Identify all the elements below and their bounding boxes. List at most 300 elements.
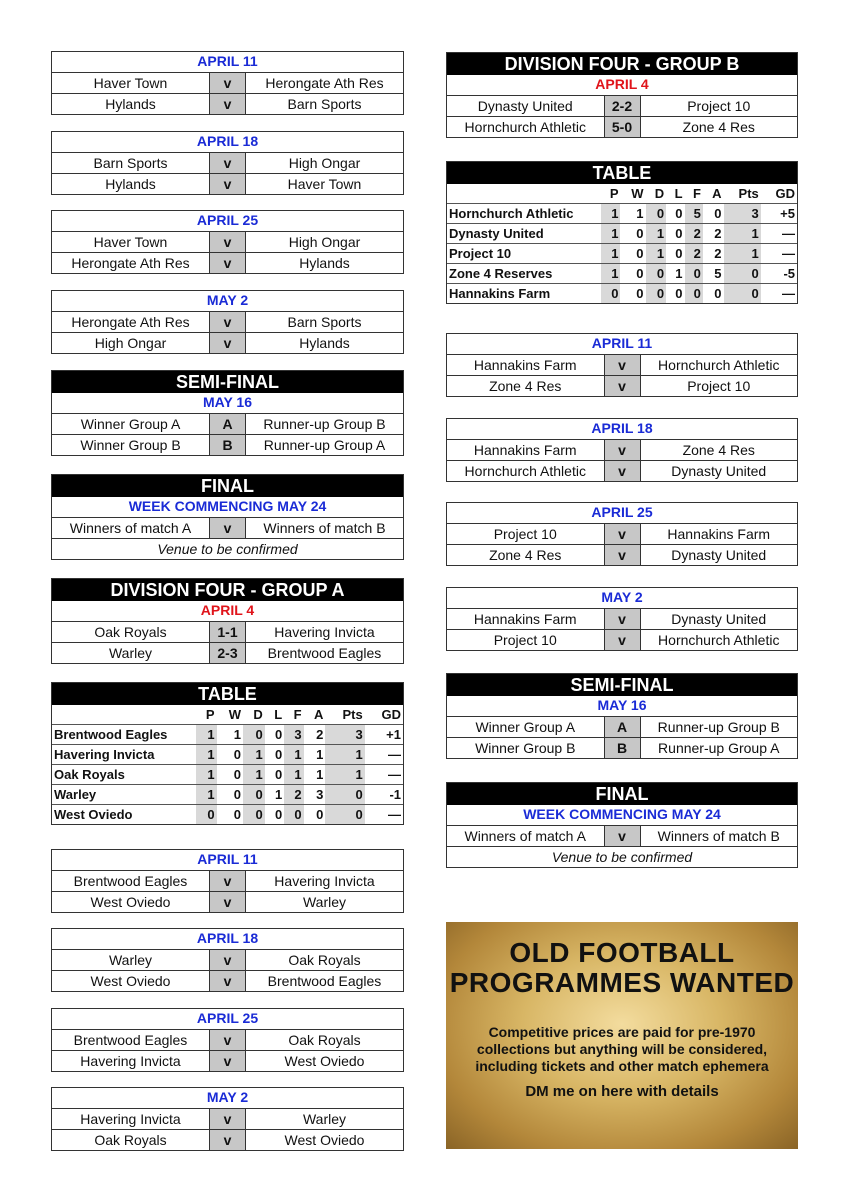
home-team: West Oviedo: [90, 973, 171, 989]
stat-cell: 1: [620, 204, 645, 224]
stat-cell: 0: [601, 284, 620, 304]
away-team: Runner-up Group A: [658, 740, 780, 756]
team-name: Brentwood Eagles: [52, 725, 196, 745]
fixture-date: APRIL 18: [52, 929, 403, 950]
fixture-date: MAY 16: [447, 696, 797, 717]
fixture-date: APRIL 18: [52, 132, 403, 153]
result-row: [52, 643, 403, 663]
result-row: [447, 96, 797, 117]
header-w: W: [217, 705, 243, 725]
table-row: [447, 284, 797, 304]
versus: v: [604, 355, 641, 375]
home-team: Oak Royals: [94, 1132, 167, 1148]
team-name: Zone 4 Reserves: [447, 264, 601, 284]
away-team: Haver Town: [287, 176, 362, 192]
versus: v: [209, 518, 246, 538]
home-team: West Oviedo: [90, 894, 171, 910]
stat-cell: +1: [365, 725, 403, 745]
semi-final-block-left: [51, 370, 404, 456]
stat-cell: 0: [620, 224, 645, 244]
programmes-wanted-advert: [446, 922, 798, 1149]
away-team: Dynasty United: [671, 463, 767, 479]
fixture-block-may-2-b: [446, 587, 798, 651]
fixture-block-april-18-top: [51, 131, 404, 195]
group-b-results: [446, 52, 798, 138]
away-team: Winners of match B: [263, 520, 386, 536]
home-team: High Ongar: [94, 335, 167, 351]
home-team: Dynasty United: [477, 98, 573, 114]
header-p: P: [196, 705, 217, 725]
stat-cell: 5: [685, 204, 703, 224]
stat-cell: 0: [325, 805, 364, 825]
fixture-date: APRIL 11: [447, 334, 797, 355]
stat-cell: 0: [243, 805, 265, 825]
table-row: [447, 244, 797, 264]
semi-final-block-right: [446, 673, 798, 759]
away-team: Oak Royals: [288, 952, 361, 968]
fixture-row: [447, 376, 797, 396]
away-team: Dynasty United: [671, 611, 767, 627]
header-w: W: [620, 184, 645, 204]
home-team: Havering Invicta: [80, 1053, 181, 1069]
fixture-block-may-2: [51, 1087, 404, 1151]
away-team: Barn Sports: [287, 314, 362, 330]
versus: v: [604, 524, 641, 544]
versus: v: [209, 1051, 246, 1071]
home-team: Winner Group A: [80, 416, 181, 432]
stat-cell: 1: [601, 224, 620, 244]
stat-cell: 0: [703, 204, 724, 224]
fixture-row: [52, 153, 403, 174]
fixture-date: APRIL 25: [52, 1009, 403, 1030]
advert-body: Competitive prices are paid for pre-1970 collections but anything will be considered, including tickets and other match ephemera: [475, 1024, 769, 1074]
fixture-block-april-25-top: [51, 210, 404, 274]
score: 2-3: [209, 643, 246, 663]
result-row: [52, 622, 403, 643]
stat-cell: 0: [685, 284, 703, 304]
group-a-table: [51, 682, 404, 825]
versus: v: [209, 312, 246, 332]
fixture-row: [52, 971, 403, 991]
away-team: Hylands: [299, 255, 350, 271]
fixture-date: APRIL 25: [447, 503, 797, 524]
fixture-date: WEEK COMMENCING MAY 24: [52, 497, 403, 518]
home-team: Winner Group B: [80, 437, 181, 453]
venue-note: Venue to be confirmed: [551, 849, 693, 865]
stat-cell: 2: [685, 244, 703, 264]
home-team: Project 10: [493, 632, 557, 648]
home-team: Barn Sports: [93, 155, 168, 171]
fixture-date: WEEK COMMENCING MAY 24: [447, 805, 797, 826]
stat-cell: 1: [325, 765, 364, 785]
fixture-row: [52, 232, 403, 253]
versus: v: [209, 1030, 246, 1050]
team-name: Hannakins Farm: [449, 286, 551, 301]
header-d: D: [646, 184, 667, 204]
stat-cell: 0: [233, 807, 242, 822]
stat-cell: 0: [646, 204, 667, 224]
home-team: Hornchurch Athletic: [464, 119, 586, 135]
stat-cell: 0: [666, 204, 684, 224]
section-title: SEMI-FINAL: [447, 674, 797, 696]
stat-cell: 0: [284, 805, 303, 825]
away-team: Brentwood Eagles: [267, 645, 382, 661]
fixture-row: [52, 414, 403, 435]
stat-cell: 1: [284, 765, 303, 785]
stat-cell: 0: [265, 745, 284, 765]
venue-note: Venue to be confirmed: [157, 541, 298, 557]
home-team: Zone 4 Res: [489, 547, 562, 563]
stat-cell: 0: [714, 286, 722, 301]
match-letter: A: [209, 414, 246, 434]
fixture-block-april-18: [51, 928, 404, 992]
section-title: FINAL: [52, 475, 403, 497]
stat-cell: -1: [365, 785, 403, 805]
stat-cell: 0: [675, 286, 683, 301]
fixture-row: [52, 1051, 403, 1071]
away-team: Warley: [302, 894, 347, 910]
fixture-date: APRIL 18: [447, 419, 797, 440]
home-team: Hannakins Farm: [473, 442, 577, 458]
stat-cell: 3: [325, 725, 364, 745]
fixture-block-may-2-top: [51, 290, 404, 354]
versus: v: [209, 892, 246, 912]
home-team: Hylands: [105, 176, 156, 192]
stat-cell: 0: [196, 805, 217, 825]
group-b-table: [446, 161, 798, 304]
versus: v: [604, 376, 641, 396]
away-team: Hylands: [299, 335, 350, 351]
fixture-row: [447, 440, 797, 461]
stat-cell: 3: [724, 204, 761, 224]
stat-cell: —: [761, 224, 797, 244]
league-table: [447, 184, 797, 303]
stat-cell: 5: [703, 264, 724, 284]
stat-cell: 1: [724, 224, 761, 244]
home-team: Warley: [108, 952, 153, 968]
section-title: TABLE: [447, 162, 797, 184]
versus: v: [604, 545, 641, 565]
stat-cell: -5: [761, 264, 797, 284]
fixture-row: [52, 312, 403, 333]
team-name: Oak Royals: [52, 765, 196, 785]
score: 5-0: [604, 117, 641, 137]
stat-cell: 2: [304, 725, 326, 745]
home-team: Brentwood Eagles: [73, 873, 188, 889]
stat-cell: 0: [274, 807, 283, 822]
stat-cell: —: [365, 765, 403, 785]
fixture-row: [447, 524, 797, 545]
stat-cell: 0: [217, 785, 243, 805]
section-title: TABLE: [52, 683, 403, 705]
away-team: Oak Royals: [288, 1032, 361, 1048]
fixture-row: [447, 609, 797, 630]
final-block-left: [51, 474, 404, 560]
away-team: Hornchurch Athletic: [658, 632, 780, 648]
stat-cell: 0: [666, 224, 684, 244]
table-row: [52, 765, 403, 785]
stat-cell: 1: [196, 785, 217, 805]
stat-cell: 1: [601, 204, 620, 224]
stat-cell: 0: [243, 785, 265, 805]
home-team: Brentwood Eagles: [73, 1032, 188, 1048]
fixture-row: [52, 892, 403, 912]
fixture-row: [447, 826, 797, 847]
stat-cell: 0: [243, 725, 265, 745]
team-name: Dynasty United: [447, 224, 601, 244]
fixture-row: [52, 174, 403, 194]
table-row: [52, 745, 403, 765]
result-row: [447, 117, 797, 137]
table-header-row: [52, 705, 403, 725]
fixture-date: APRIL 4: [52, 601, 403, 622]
group-a-results: [51, 578, 404, 664]
stat-cell: 0: [646, 264, 667, 284]
away-team: Runner-up Group B: [263, 416, 386, 432]
stat-cell: 0: [636, 286, 644, 301]
stat-cell: —: [388, 807, 401, 822]
table-row: [447, 224, 797, 244]
versus: v: [209, 73, 246, 93]
away-team: Runner-up Group B: [657, 719, 780, 735]
stat-cell: 0: [685, 264, 703, 284]
section-title: DIVISION FOUR - GROUP B: [447, 53, 797, 75]
home-team: Herongate Ath Res: [71, 314, 190, 330]
versus: v: [209, 174, 246, 194]
away-team: Herongate Ath Res: [265, 75, 384, 91]
home-team: Hannakins Farm: [473, 357, 577, 373]
header-f: F: [284, 705, 303, 725]
final-block-right: [446, 782, 798, 868]
away-team: High Ongar: [288, 155, 361, 171]
fixture-block-april-25-b: [446, 502, 798, 566]
away-team: Brentwood Eagles: [267, 973, 382, 989]
fixture-row: [52, 73, 403, 94]
league-table: [52, 705, 403, 824]
stat-cell: 1: [325, 745, 364, 765]
stat-cell: 1: [666, 264, 684, 284]
header-l: L: [265, 705, 284, 725]
away-team: Barn Sports: [287, 96, 362, 112]
home-team: Winner Group B: [475, 740, 576, 756]
header-d: D: [243, 705, 265, 725]
table-row: [52, 805, 403, 825]
home-team: Havering Invicta: [80, 1111, 181, 1127]
stat-cell: —: [365, 745, 403, 765]
section-title: SEMI-FINAL: [52, 371, 403, 393]
stat-cell: 1: [304, 765, 326, 785]
versus: v: [209, 950, 246, 970]
away-team: West Oviedo: [284, 1132, 365, 1148]
fixture-row: [447, 545, 797, 565]
fixture-date: APRIL 4: [447, 75, 797, 96]
match-letter: A: [604, 717, 641, 737]
table-row: [447, 204, 797, 224]
fixture-block-april-11-top: [51, 51, 404, 115]
team-name: Havering Invicta: [52, 745, 196, 765]
versus: v: [209, 871, 246, 891]
home-team: Herongate Ath Res: [71, 255, 190, 271]
fixture-date: APRIL 11: [52, 52, 403, 73]
home-team: Winner Group A: [475, 719, 576, 735]
versus: v: [604, 461, 641, 481]
fixture-row: [52, 1030, 403, 1051]
stat-cell: 2: [703, 224, 724, 244]
stat-cell: 1: [724, 244, 761, 264]
home-team: Project 10: [493, 526, 557, 542]
versus: v: [604, 609, 641, 629]
home-team: Winners of match A: [464, 828, 586, 844]
stat-cell: 1: [243, 745, 265, 765]
stat-cell: 1: [217, 725, 243, 745]
header-f: F: [685, 184, 703, 204]
header-team: [52, 705, 196, 725]
fixture-row: [52, 1130, 403, 1150]
away-team: Winners of match B: [657, 828, 780, 844]
advert-headline: OLD FOOTBALL PROGRAMMES WANTED: [449, 937, 795, 998]
away-team: Dynasty United: [671, 547, 767, 563]
away-team: West Oviedo: [284, 1053, 365, 1069]
table-row: [52, 785, 403, 805]
versus: v: [604, 440, 641, 460]
stat-cell: —: [782, 286, 795, 301]
header-gd: GD: [365, 705, 403, 725]
fixture-row: [52, 950, 403, 971]
stat-cell: 1: [646, 224, 667, 244]
versus: v: [209, 1130, 246, 1150]
fixture-date: APRIL 25: [52, 211, 403, 232]
stat-cell: 2: [284, 785, 303, 805]
home-team: Warley: [108, 645, 153, 661]
away-team: Warley: [302, 1111, 347, 1127]
header-gd: GD: [761, 184, 797, 204]
fixture-row: [52, 94, 403, 114]
stat-cell: 0: [265, 725, 284, 745]
stat-cell: 0: [217, 765, 243, 785]
header-l: L: [666, 184, 684, 204]
team-name: Project 10: [447, 244, 601, 264]
stat-cell: 0: [217, 745, 243, 765]
section-title: DIVISION FOUR - GROUP A: [52, 579, 403, 601]
home-team: Hylands: [105, 96, 156, 112]
stat-cell: 0: [316, 807, 324, 822]
team-name: Warley: [52, 785, 196, 805]
fixture-block-april-18-b: [446, 418, 798, 482]
table-header-row: [447, 184, 797, 204]
fixture-row: [52, 333, 403, 353]
away-team: High Ongar: [288, 234, 361, 250]
versus: v: [209, 253, 246, 273]
home-team: Winners of match A: [69, 520, 192, 536]
stat-cell: 1: [243, 765, 265, 785]
table-row: [447, 264, 797, 284]
versus: v: [604, 826, 641, 846]
fixture-block-april-25: [51, 1008, 404, 1072]
versus: v: [209, 153, 246, 173]
stat-cell: 0: [724, 284, 761, 304]
stat-cell: 0: [325, 785, 364, 805]
stat-cell: 1: [646, 244, 667, 264]
team-name: West Oviedo: [54, 807, 133, 822]
stat-cell: 0: [666, 244, 684, 264]
fixture-row: [447, 355, 797, 376]
fixture-row: [447, 738, 797, 758]
header-team: [447, 184, 601, 204]
fixture-row: [52, 253, 403, 273]
stat-cell: 1: [196, 745, 217, 765]
versus: v: [604, 630, 641, 650]
stat-cell: —: [761, 244, 797, 264]
away-team: Zone 4 Res: [682, 119, 755, 135]
stat-cell: 2: [703, 244, 724, 264]
fixture-date: MAY 2: [52, 1088, 403, 1109]
stat-cell: 0: [620, 264, 645, 284]
stat-cell: 1: [196, 725, 217, 745]
section-title: FINAL: [447, 783, 797, 805]
stat-cell: 2: [685, 224, 703, 244]
score: 2-2: [604, 96, 641, 116]
team-name: Hornchurch Athletic: [447, 204, 601, 224]
home-team: Haver Town: [93, 234, 168, 250]
home-team: Zone 4 Res: [489, 378, 562, 394]
table-row: [52, 725, 403, 745]
versus: v: [209, 971, 246, 991]
stat-cell: 1: [601, 264, 620, 284]
stat-cell: 1: [601, 244, 620, 264]
home-team: Oak Royals: [94, 624, 167, 640]
fixture-block-april-11: [51, 849, 404, 913]
match-letter: B: [209, 435, 246, 455]
versus: v: [209, 1109, 246, 1129]
stat-cell: 1: [265, 785, 284, 805]
fixture-date: APRIL 11: [52, 850, 403, 871]
home-team: Hornchurch Athletic: [464, 463, 586, 479]
home-team: Haver Town: [93, 75, 168, 91]
stat-cell: +5: [761, 204, 797, 224]
header-p: P: [601, 184, 620, 204]
header-a: A: [703, 184, 724, 204]
fixture-date: MAY 2: [52, 291, 403, 312]
fixture-date: MAY 2: [447, 588, 797, 609]
fixture-row: [447, 717, 797, 738]
away-team: Zone 4 Res: [682, 442, 755, 458]
fixture-row: [447, 461, 797, 481]
stat-cell: 0: [724, 264, 761, 284]
stat-cell: 1: [304, 745, 326, 765]
away-team: Runner-up Group A: [263, 437, 386, 453]
score: 1-1: [209, 622, 246, 642]
header-pts: Pts: [724, 184, 761, 204]
fixture-row: [52, 435, 403, 455]
stat-cell: 1: [196, 765, 217, 785]
stat-cell: 3: [304, 785, 326, 805]
stat-cell: 0: [620, 244, 645, 264]
away-team: Project 10: [687, 378, 751, 394]
away-team: Havering Invicta: [274, 873, 375, 889]
fixture-date: MAY 16: [52, 393, 403, 414]
versus: v: [209, 232, 246, 252]
away-team: Project 10: [687, 98, 751, 114]
versus: v: [209, 333, 246, 353]
away-team: Hannakins Farm: [667, 526, 771, 542]
away-team: Havering Invicta: [274, 624, 375, 640]
header-a: A: [304, 705, 326, 725]
fixture-row: [52, 871, 403, 892]
fixture-row: [52, 518, 403, 539]
away-team: Hornchurch Athletic: [658, 357, 780, 373]
stat-cell: 3: [284, 725, 303, 745]
fixture-row: [52, 1109, 403, 1130]
